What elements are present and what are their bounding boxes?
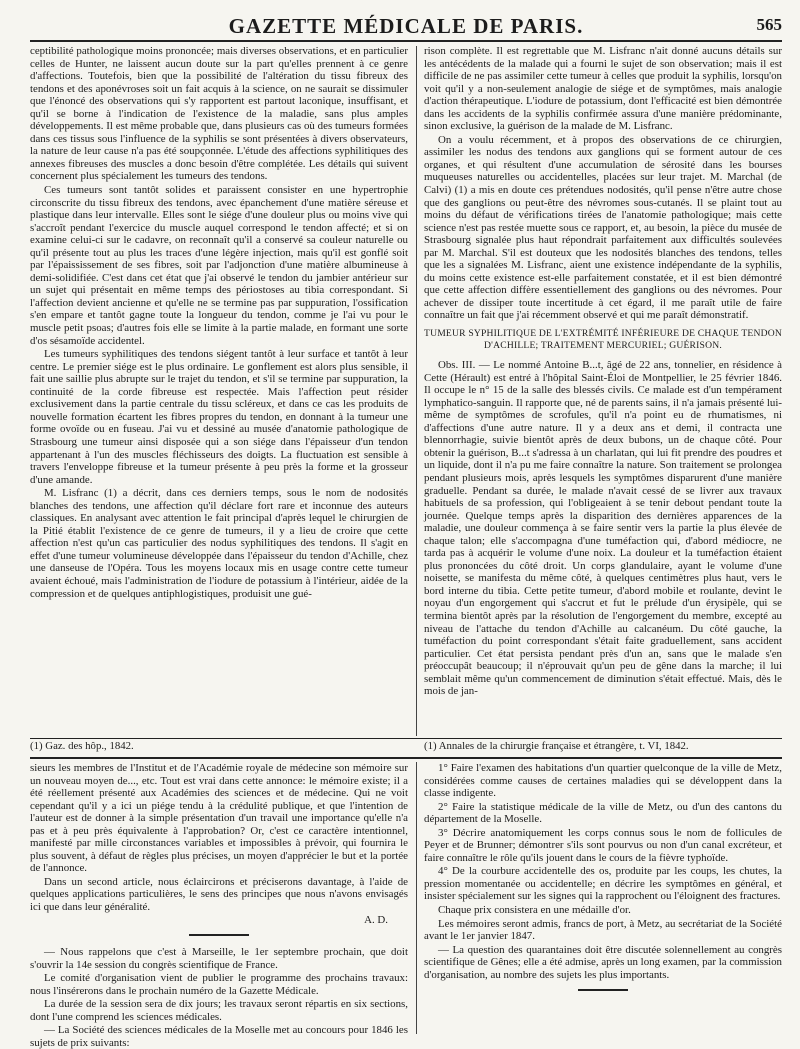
page-number: 565 xyxy=(756,15,782,34)
news-paragraph: La durée de la session sera de dix jours; les travaux seront répartis en six sections, dont l'une comprend les sciences médicales. xyxy=(30,998,408,1023)
signature: A. D. xyxy=(364,913,388,926)
news-paragraph: — La Société des sciences médicales de la Moselle met au concours pour 1846 les sujets de prix suivants: xyxy=(30,1024,408,1049)
footnote-right: (1) Annales de la chirurgie française et étrangère, t. VI, 1842. xyxy=(424,740,689,752)
section-title: TUMEUR SYPHILITIQUE DE L'EXTRÉMITÉ INFÉRIEURE DE CHAQUE TENDON D'ACHILLE; TRAITEMENT MERCURIEL; GUÉRISON. xyxy=(424,328,782,351)
paragraph: On a voulu récemment, et à propos des observations de ce chirurgien, assimiler les nodus des tendons aux ganglions qui se forment autour de ces organes, et qui résultent d'une accumulation de sérosité dans les bourses muqueuses naturelles ou accidentelles, placées sur leur trajet. M. Marchal (de Calvi) (1) a mis en doute ces prétendues nodosités, qu'il pense n'être autre chose que des ganglions ou peut-être des névromes sous-cutanés. Il se plaint tout au moins du défaut de vérifications tirées de l'anatomie pathologique; mais cette science n'est pas restée muette sous ce rapport, et, au besoin, la pièce du musée de Strasbourg signalée plus haut répondrait parfaitement aux difficultés soulevées par M. Marchal. S'il est douteux que les nodosités blanches des tendons, telles que les a signalées M. Lisfranc, aient une existence indépendante de la syphilis, du moins cette existence est-elle parfaitement constatée, et il est bien démontré que cette affection diffère essentiellement des ganglions ou des névromes. Pour achever de dissiper toute incertitude à cet égard, il me paraît utile de faire connaître un fait que j'ai récemment observé et qui me paraît démonstratif. xyxy=(424,133,782,322)
paragraph: Dans un second article, nous éclaircirons et préciserons davantage, à l'aide de quelques applications particulières, le sens des principes que nous n'avons envisagés ici que dans leur généralité. xyxy=(30,875,408,914)
prize-item: 2° Faire la statistique médicale de la ville de Metz, ou d'un des cantons du département de la Moselle. xyxy=(424,800,782,826)
paragraph: M. Lisfranc (1) a décrit, dans ces derniers temps, sous le nom de nodosités blanches des tendons, une affection qu'il déclare fort rare et inconnue des auteurs classiques. En analysant avec attention le fait principal d'après lequel le chirurgien de la Pitié établit l'existence de ce genre de tumeurs, il y a lieu de croire que cette affection n'est qu'un cas particulier des nodus syphilitiques des tendons. Il s'agit en effet d'une tumeur volumineuse développée dans l'épaisseur du tendon d'Achille, chez une danseuse de l'Opéra. Tous les moyens locaux mis en usage contre cette tumeur avaient échoué, mais l'administration de l'iodure de potassium à l'intérieur, aidée de la compression et de quelques antiphlogistiques, produisit une gué- xyxy=(30,487,408,600)
news-paragraph: Le comité d'organisation vient de publier le programme des prochains travaux: nous l'insérerons dans le prochain numéro de la Gazette Médicale. xyxy=(30,972,408,997)
prize-item: 1° Faire l'examen des habitations d'un quartier quelconque de la ville de Metz, considérées comme causes de certaines maladies qui se développent dans la classe indigente. xyxy=(424,762,782,800)
ornament-rule xyxy=(189,934,249,936)
journal-title: GAZETTE MÉDICALE DE PARIS. xyxy=(228,14,584,38)
header-rule xyxy=(30,40,782,42)
paragraph: Les mémoires seront admis, francs de port, à Metz, au secrétariat de la Société avant le 1er janvier 1847. xyxy=(424,917,782,943)
right-upper-column xyxy=(424,45,782,723)
paragraph: Ces tumeurs sont tantôt solides et paraissent consister en une hypertrophie circonscrite du tissu fibreux des tendons, avec épanchement d'une matière séreuse et plastique dans leur intervalle. Elles sont le siége d'une douleur plus ou moins vive qui s'accroît pendant l'exercice du muscle auquel correspond le tendon affecté; et si on examine celui-ci sur le cadavre, on reconnaît qu'il a conservé sa couleur naturelle ou qu'il présente tout au plus les traces d'une légère injection, mais qu'il est gonflé soit par l'épaississement de ses fibres, soit par l'adjonction d'une matière albumineuse à demi-solidifiée. C'est dans cet état que j'ai observé le tendon du jambier antérieur sur un sujet qui présentait en même temps des périostoses au tibia correspondant. Si l'affection devient ancienne et qu'elle ne se termine pas par suppuration, l'ossification s'en empare et tantôt gagne toute la longueur du tendon, comme je l'ai vu pour le muscle petit psoas; d'autres fois elle se limite à la partie malade, en formant une sorte d'os sésamoïde accidentel. xyxy=(30,184,408,347)
right-lower-column xyxy=(424,762,782,1038)
page-header xyxy=(30,12,782,38)
news-paragraph: — La question des quarantaines doit être discutée solennellement au congrès scientifique de Gênes; elle a été admise, après un long examen, par la commission d'organisation, au nombre des sujets les plus importants. xyxy=(424,943,782,981)
paragraph: Les tumeurs syphilitiques des tendons siégent tantôt à leur surface et tantôt à leur centre. Le premier siége est le plus ordinaire. Le gonflement est alors plus sensible, il fait une saillie plus abrupte sur le trajet du tendon, et s'il se termine par suppuration, la continuité de la corde fibreuse est respectée. Mais l'affection peut résider exclusivement dans la partie centrale du tissu scléreux, et dans ce cas les produits de nouvelle formation écartent les fibres propres du tendon, en donnant à la tumeur une forme ovoïde ou en fuseau. J'ai vu et dessiné au musée d'anatomie pathologique de Strasbourg une tumeur ainsi disposée qui a son siége dans l'épaisseur d'un tendon appartenant à l'un des muscles fléchisseurs des doigts. La fluctuation est sensible à travers l'enveloppe fibreuse et la tumeur présente à peu près la forme et la grosseur d'une amande. xyxy=(30,348,408,486)
paragraph: sieurs les membres de l'Institut et de l'Académie royale de médecine son mémoire sur un nouveau moyen de..., etc. Tout est vrai dans cette annonce: le mémoire existe; il a été réellement présenté aux Académies des sciences et de médecine. Qui ne voit cependant qu'il y a ici un piége tendu à la crédulité publique, et que l'intention de l'auteur est de donner à la simple présentation d'un travail une importance qu'elle n'a pas et à peu près équivalente à l'approbation? Or, c'est ce caractère intentionnel, manifesté par mille circonstances variables et impossibles à prévoir, qui fournira le plus souvent, à défaut de règles plus précises, un moyen d'apprécier le but et la portée de l'annonce. xyxy=(30,762,408,875)
paragraph: ceptibilité pathologique moins prononcée; mais diverses observations, et en particulier celles de Hunter, ne laissent aucun doute sur la part qu'elles prennent à ce genre d'affections. Toutefois, bien que la possibilité de l'altération du tissu fibreux des tendons et des aponévroses soit un fait acquis à la science, on ne saurait se dissimuler que l'énoncé des observations qui s'y rapportent est partout laconique, insuffisant, et qu'il se borne à l'indication de l'existence de la maladie, sans plus amples développements. Il est même probable que, dans plusieurs cas où des tumeurs formées dans ces tissus sous l'influence de la syphilis se sont présentées à divers observateurs, la nature de leur cause n'a pas été soupçonnée. L'étude des affections syphilitiques des annexes fibreuses des muscles a donc besoin d'être complétée. Les détails qui suivent concernent plus spécialement les tumeurs des tendons. xyxy=(30,45,408,183)
footnote-left: (1) Gaz. des hôp., 1842. xyxy=(30,740,134,752)
footnote-rule xyxy=(30,738,782,739)
section-rule xyxy=(30,757,782,759)
paragraph: Chaque prix consistera en une médaille d'or. xyxy=(438,904,631,917)
news-paragraph: — Nous rappelons que c'est à Marseille, le 1er septembre prochain, que doit s'ouvrir la 14e session du congrès scientifique de France. xyxy=(30,946,408,971)
left-upper-column xyxy=(30,45,408,657)
observation-paragraph: Obs. III. — Le nommé Antoine B...t, âgé de 22 ans, tonnelier, en résidence à Cette (Hérault) est entré à l'hôpital Saint-Éloi de Montpellier, le 25 février 1846. Il occupe le n° 15 de la salle des blessés civils. Ce malade est d'un tempérament lymphatico-sanguin. Il rapporte que, né de parents sains, il n'a jamais présenté lui-même de symptômes de scrofules, qu'il n'a point eu de rhumatismes, ni d'affections d'une autre nature. Il y a deux ans et demi, il contracta une blennorrhagie, suivie bientôt après de deux bubons, un de chaque côté. Pour obtenir la guérison, B...t s'adressa à un charlatan, qui lui fit prendre des poudres et un liquide, dont il n'a pu me faire connaître la nature. Son traitement se prolongea pendant plusieurs mois, après lesquels les symptômes disparurent d'une manière graduelle. Pendant sa durée, le malade n'avait cessé de se livrer aux travaux habituels de sa profession, qui l'obligeaient à se tenir debout pendant toute la journée. Quelque temps après la disparition des dernières apparences de la maladie, une douleur commença à se faire sentir vers la partie la plus élevée de chaque talon; elle s'accompagna d'une tuméfaction qui, d'abord médiocre, ne tarda pas à acquérir le volume d'une noix. La douleur et la tuméfaction étaient plus prononcées du côté droit. Un corps glandulaire, ayant le volume d'une noisette, se manifesta du même côté, à quelques centimètres plus haut, vers le bord interne du tibia. Cette petite tumeur, d'abord mobile et roulante, devint le noyau d'un engorgement qui s'accrut et fut le prélude d'un érysipèle, qui se termina bientôt après par la résolution de l'engorgement du membre, excepté au niveau de l'attache du tendon d'Achille au calcanéum. Du côté gauche, la tuméfaction du point correspondant s'était faite graduellement, sans accident particulier. Cet état persista pendant près d'un an, sans que le malade s'en préoccupât beaucoup; il n'éprouvait qu'un peu de gêne dans la marche; il lui semblait même qu'un commencement de diminution s'était effectué. Mais, dès le mois de jan- xyxy=(424,359,782,698)
prize-item: 3° Décrire anatomiquement les corps connus sous le nom de follicules de Peyer et de Brunner; démontrer s'ils sont pourvus ou non d'un canal excréteur, et faire connaître le rôle qu'ils jouent dans le cours de la fièvre typhoïde. xyxy=(424,826,782,864)
left-lower-column xyxy=(30,762,408,1049)
column-divider-lower xyxy=(416,762,417,1034)
paragraph: rison complète. Il est regrettable que M. Lisfranc n'ait donné aucuns détails sur les antécédents de la malade qui a fourni le sujet de son observation; mais il est difficile de ne pas assimiler cette tumeur à celles que produit la syphilis, lorsqu'on voit qu'il y a non-seulement analogie de siége et de symptômes, mais analogie d'action thérapeutique. L'iodure de potassium, dont l'efficacité est bien démontrée dans les accidents de la syphilis confirmée assura d'une manière prédominante, sinon exclusive, la guérison de la malade de M. Lisfranc. xyxy=(424,45,782,133)
column-divider xyxy=(416,46,417,736)
prize-item: 4° De la courbure accidentelle des os, produite par les coups, les chutes, la pression momentanée ou accidentelle; en décrire les symptômes en général, et insister spécialement sur les signes qui la rapprochent ou l'éloignent des fractures. xyxy=(424,865,782,903)
ornament-rule xyxy=(578,989,628,991)
